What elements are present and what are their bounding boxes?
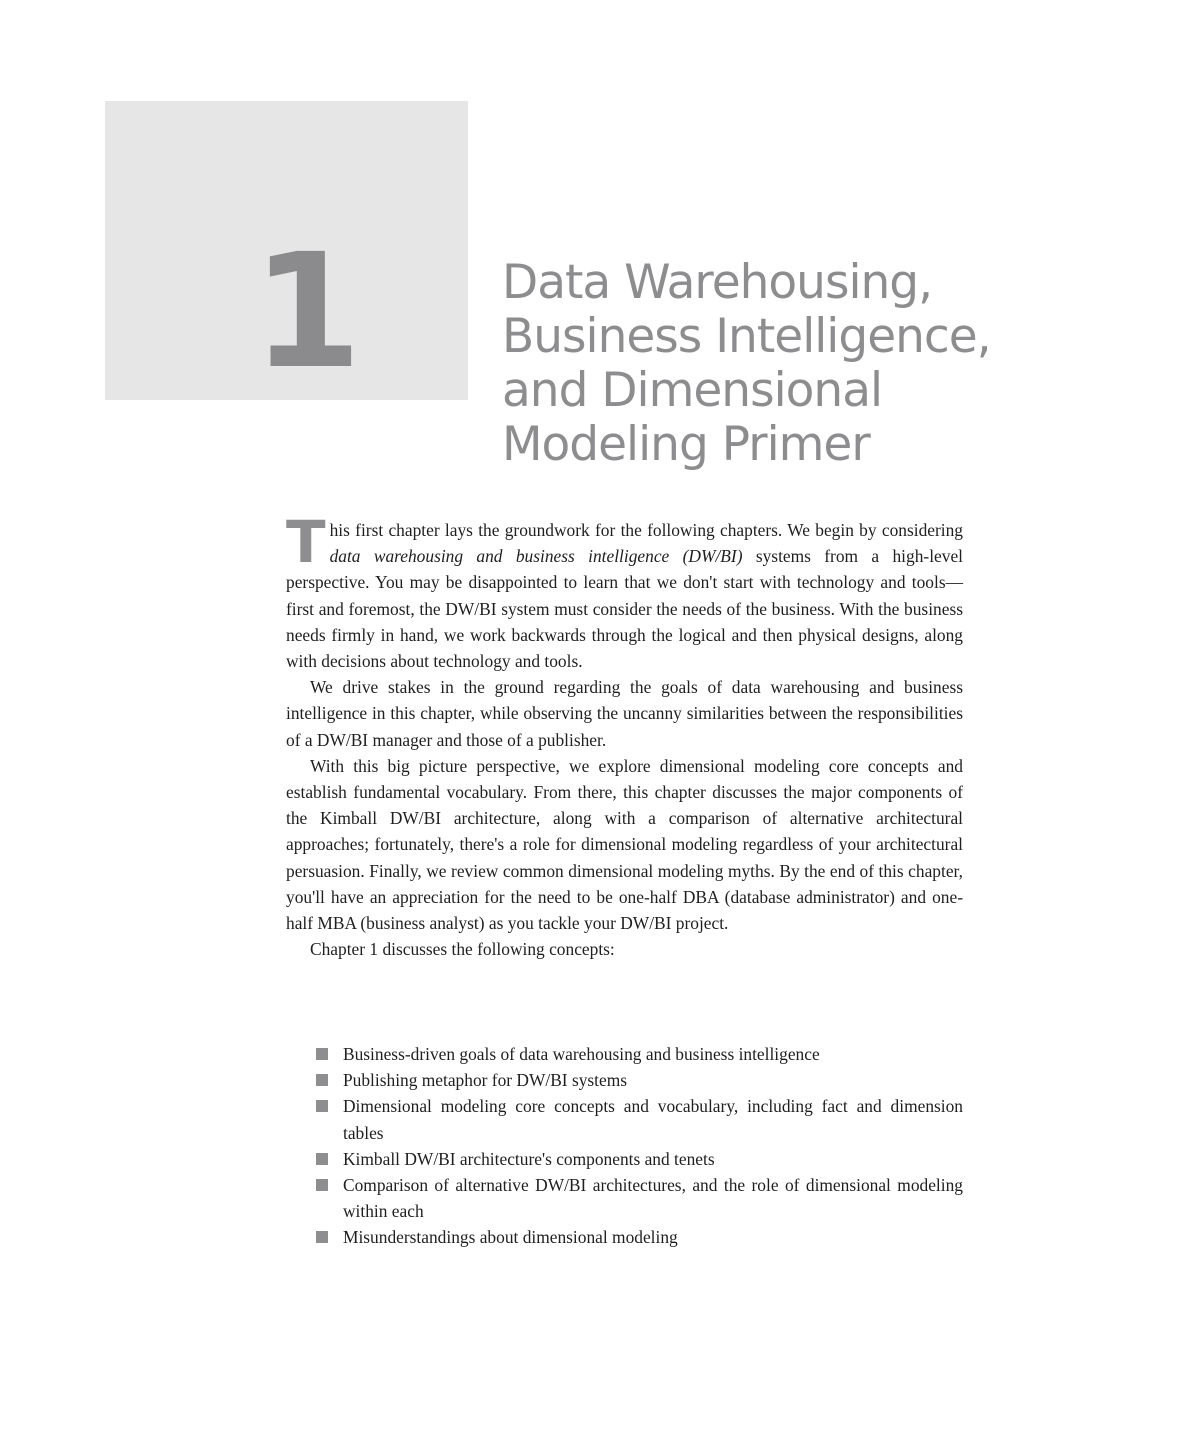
square-bullet-icon xyxy=(316,1153,328,1165)
square-bullet-icon xyxy=(316,1100,328,1112)
list-item xyxy=(316,1041,963,1067)
square-bullet-icon xyxy=(316,1074,328,1086)
chapter-title-line: Modeling Primer xyxy=(502,417,870,472)
intro-paragraph-4: Chapter 1 discusses the following concepts: xyxy=(310,939,615,960)
list-item-text: Comparison of alternative DW/BI architectures, and the role of dimensional modeling within each xyxy=(343,1175,963,1222)
list-item-text: Misunderstandings about dimensional modeling xyxy=(343,1227,678,1248)
list-item xyxy=(316,1093,963,1145)
list-item-text: Business-driven goals of data warehousing and business intelligence xyxy=(343,1044,820,1064)
chapter-intro xyxy=(286,508,963,962)
list-item-text: Kimball DW/BI architecture's components and tenets xyxy=(343,1148,715,1169)
concepts-list xyxy=(316,1041,963,1251)
chapter-title-line: Business Intelligence, xyxy=(502,309,991,364)
square-bullet-icon xyxy=(316,1179,328,1191)
list-item xyxy=(316,1146,963,1172)
intro-paragraph-2: We drive stakes in the ground regarding the goals of data warehousing and business intelligence in this chapter, while observing the uncanny similarities between the responsibilities of a DW/BI manager and those of a publisher. xyxy=(286,677,963,750)
intro-paragraph-3: With this big picture perspective, we explore dimensional modeling core concepts and establish fundamental vocabulary. From there, this chapter discusses the major components of the Kimball DW/BI architecture, along with a comparison of alternative architectural approaches; fortunately, there's a role for dimensional modeling regardless of your architectural persuasion. Finally, we review common dimensional modeling myths. By the end of this chapter, you'll have an appreciation for the need to be one-half DBA (database administrator) and one-half MBA (business analyst) as you tackle your DW/BI project. xyxy=(286,755,963,934)
chapter-title-line: Data Warehousing, xyxy=(502,255,933,310)
chapter-title-line: and Dimensional xyxy=(502,363,883,418)
square-bullet-icon xyxy=(316,1048,328,1060)
chapter-title xyxy=(502,256,1062,472)
intro-paragraph-1 xyxy=(286,508,963,674)
intro-paragraph-1-emphasis: data warehousing and business intelligence (DW/BI) xyxy=(329,546,743,567)
intro-paragraph-1-text-b: systems from a high-level perspective. You may be disappointed to learn that we don't start with technology and tools—first and foremost, the DW/BI system must consider the needs of the business. With the business needs firmly in hand, we work backwards through the logical and then physical designs, along with decisions about technology and tools. xyxy=(286,546,963,672)
list-item-text: Publishing metaphor for DW/BI systems xyxy=(343,1070,628,1091)
drop-cap: T xyxy=(286,508,326,576)
chapter-number: 1 xyxy=(252,220,362,404)
square-bullet-icon xyxy=(316,1231,328,1243)
list-item xyxy=(316,1224,963,1250)
intro-paragraph-1-text-a: his first chapter lays the groundwork for the following chapters. We begin by considering xyxy=(329,520,963,540)
list-item-text: Dimensional modeling core concepts and vocabulary, including fact and dimension tables xyxy=(343,1096,963,1143)
list-item xyxy=(316,1067,963,1093)
list-item xyxy=(316,1172,963,1224)
